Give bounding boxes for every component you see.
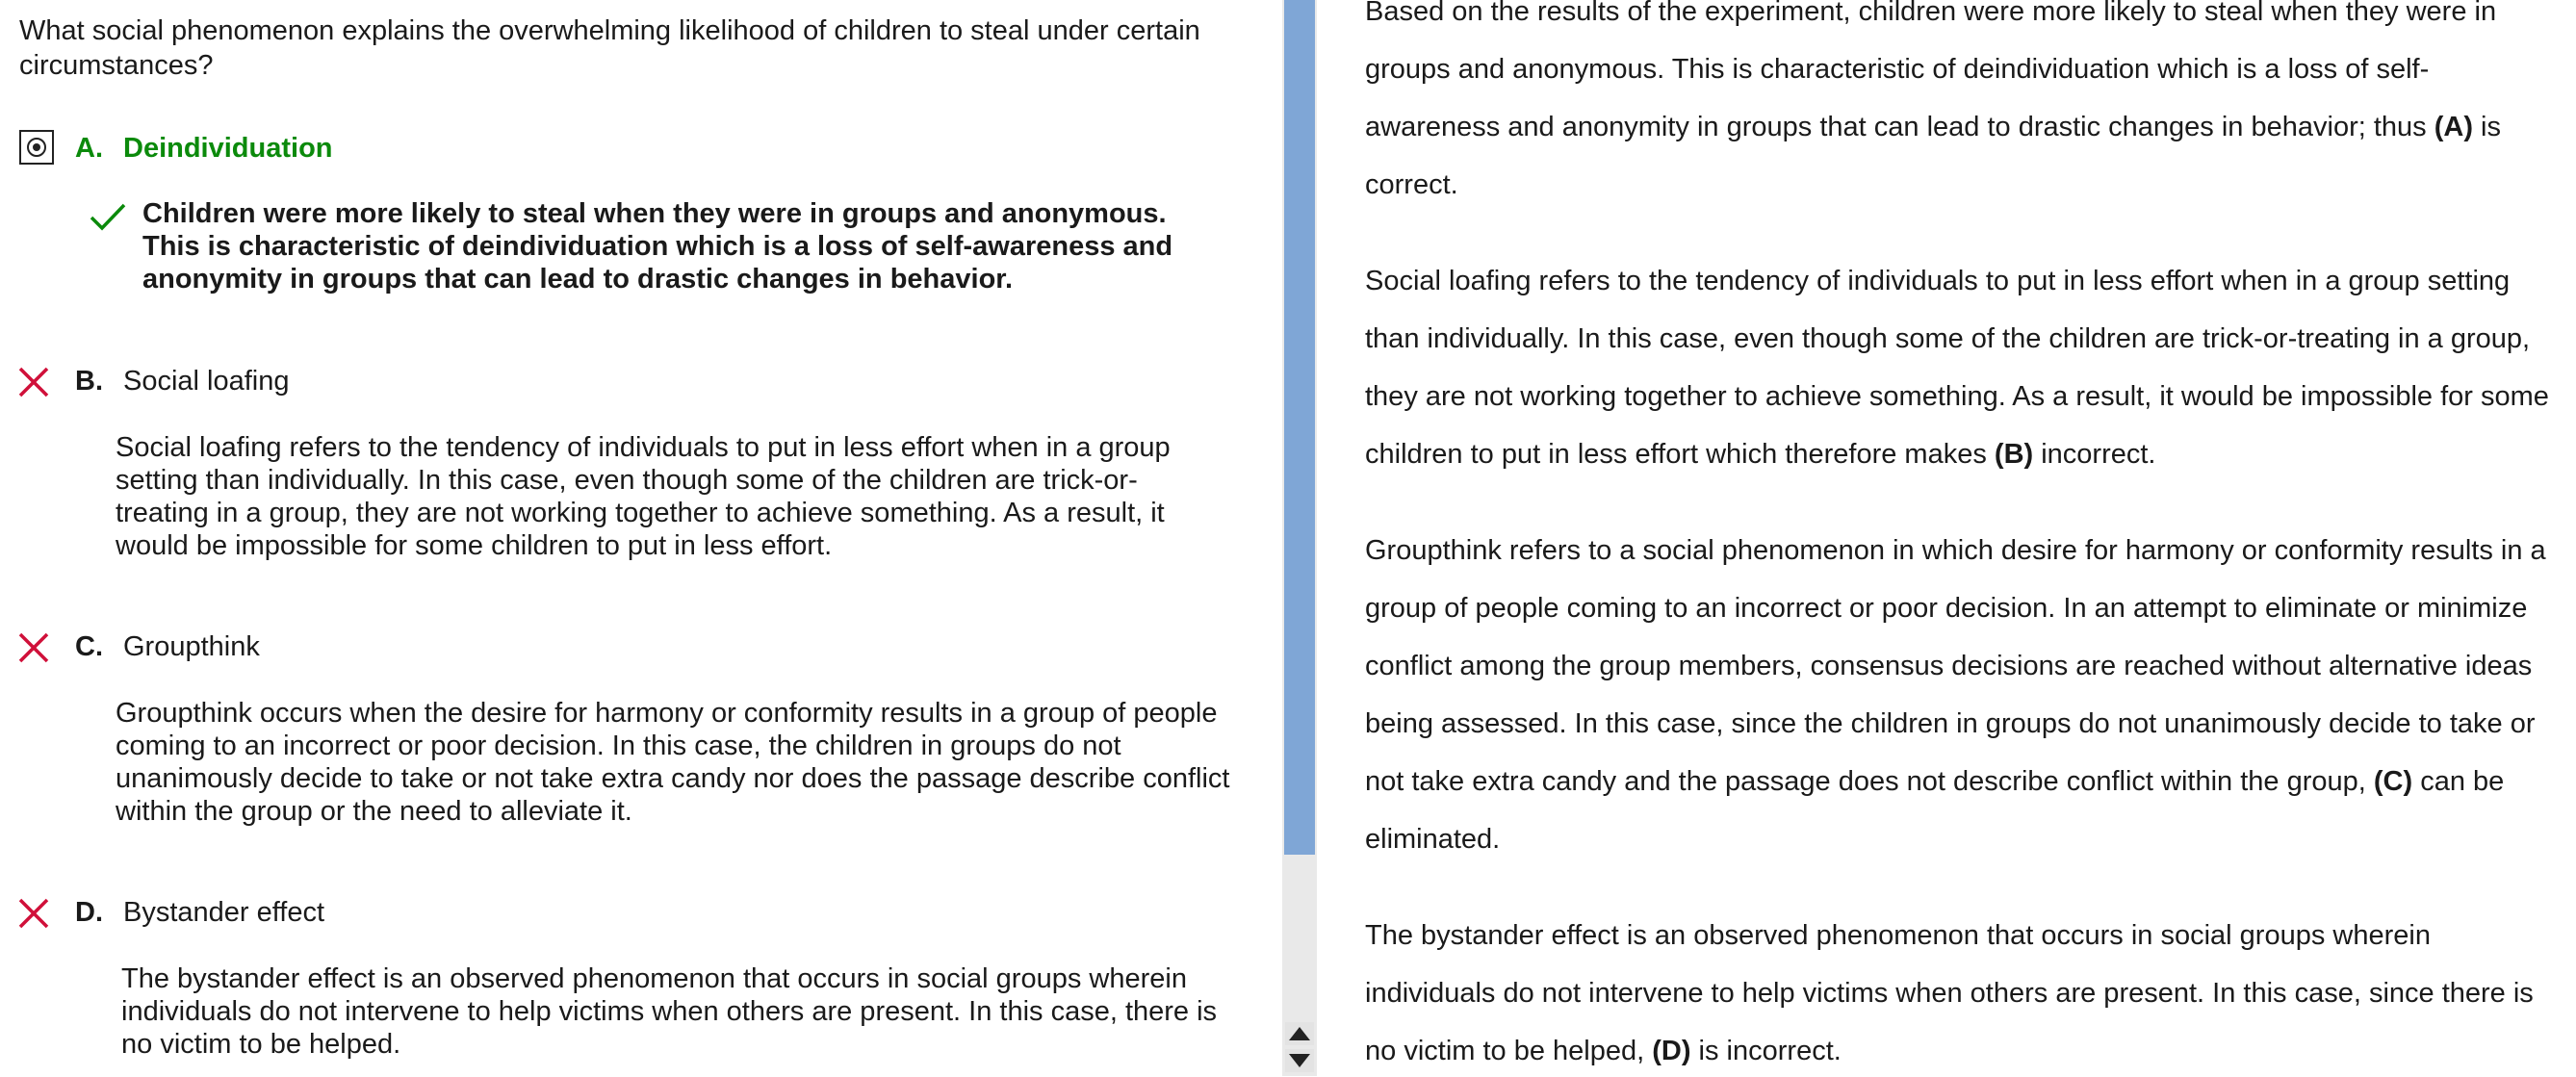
choice-b-feedback: Social loafing refers to the tendency of individuals to put in less effort when in a group setting than individually. In this case, even though some of the children are trick-or-treating in a group, they are not working together to achieve something. As a result, it would be impossible for some children to put in less effort. <box>116 432 1171 561</box>
choice-d-letter: D. <box>75 897 103 928</box>
choice-b-label: Social loafing <box>123 366 290 397</box>
explanation-paragraph-a: Based on the results of the experiment, children were more likely to steal when they were in groups and anonymous. This is characteristic of deindividuation which is a loss of self-awareness and anonymity in groups that can lead to drastic changes in behavior; thus (A) is correct. <box>1365 0 2501 200</box>
explanation-paragraph-b: Social loafing refers to the tendency of individuals to put in less effort when in a group setting than individually. In this case, even though some of the children are trick-or-treating in a group, they are not working together to achieve something. As a result, it would be impossible for some children to put in less effort which therefore makes (B) incorrect. <box>1365 266 2549 470</box>
choice-c-letter: C. <box>75 631 103 662</box>
choice-c-feedback: Groupthink occurs when the desire for harmony or conformity results in a group of people coming to an incorrect or poor decision. In this case, the children in groups do not unanimously decide to take or not take extra candy nor does the passage describe conflict within the group or the need to alleviate it. <box>116 698 1230 827</box>
choice-b[interactable] <box>0 362 1271 400</box>
choice-d-feedback: The bystander effect is an observed phenomenon that occurs in social groups wherein individuals do not intervene to help victims when others are present. In this case, there is no victim to be helped. <box>121 963 1218 1060</box>
question-text: What social phenomenon explains the overwhelming likelihood of children to steal under certain circumstances? <box>19 15 1200 81</box>
choice-c[interactable] <box>0 628 1271 666</box>
x-mark-icon <box>17 366 50 398</box>
choice-a-feedback: Children were more likely to steal when they were in groups and anonymous. This is characteristic of deindividuation which is a loss of self-awareness and anonymity in groups that can lead to drastic changes in behavior. <box>142 198 1173 295</box>
choice-d-label: Bystander effect <box>123 897 325 928</box>
scroll-up-button[interactable] <box>1285 1022 1314 1045</box>
x-mark-icon <box>17 631 50 664</box>
question-pane <box>0 0 1282 1076</box>
choice-c-label: Groupthink <box>123 631 260 662</box>
radio-selected-icon[interactable] <box>19 130 54 165</box>
x-mark-icon <box>17 897 50 930</box>
choice-b-letter: B. <box>75 366 103 397</box>
checkmark-icon <box>89 200 127 233</box>
choice-a[interactable] <box>0 129 1271 167</box>
choice-d[interactable] <box>0 893 1271 932</box>
triangle-down-icon <box>1285 1049 1314 1072</box>
scrollbar-thumb[interactable] <box>1284 0 1315 855</box>
choice-a-letter: A. <box>75 133 103 164</box>
scroll-down-button[interactable] <box>1285 1049 1314 1072</box>
triangle-up-icon <box>1285 1022 1314 1045</box>
explanation-paragraph-c: Groupthink refers to a social phenomenon in which desire for harmony or conformity results in a group of people coming to an incorrect or poor decision. In an attempt to eliminate or minimize conflict among the group members, consensus decisions are reached without alternative ideas being assessed. In this case, since the children in groups do not unanimously decide to take or not take extra candy and the passage does not describe conflict within the group, (C) can be eliminated. <box>1365 535 2546 855</box>
explanation-pane <box>1365 0 2559 1076</box>
scrollbar[interactable] <box>1282 0 1317 1076</box>
explanation-paragraph-d: The bystander effect is an observed phenomenon that occurs in social groups wherein individuals do not intervene to help victims when others are present. In this case, since there is no victim to be helped, (D) is incorrect. <box>1365 920 2534 1066</box>
choice-a-label: Deindividuation <box>123 133 333 164</box>
